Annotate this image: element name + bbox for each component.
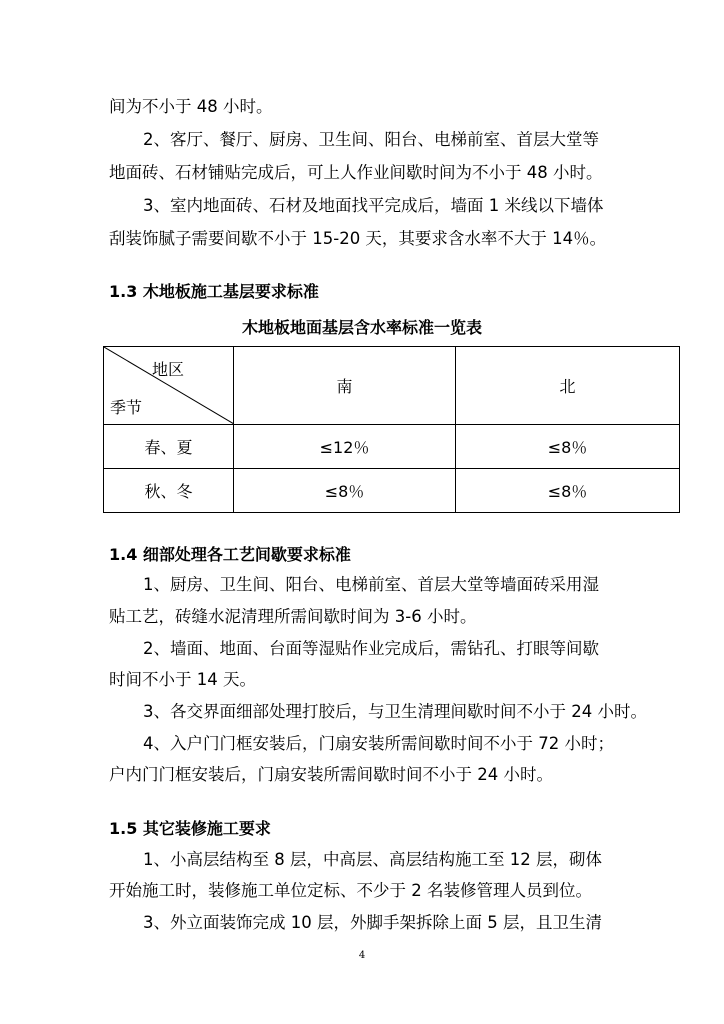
column-header-north: 北 bbox=[456, 347, 680, 425]
season-header: 季节 bbox=[110, 398, 143, 417]
north-value-cell: ≤8％ bbox=[456, 425, 680, 469]
text-line: 贴工艺，砖缝水泥清理所需间歇时间为 3-6 小时。 bbox=[109, 607, 477, 626]
text-line: 2、墙面、地面、台面等湿贴作业完成后，需钻孔、打眼等间歇 bbox=[143, 639, 599, 658]
moisture-standard-table bbox=[103, 346, 680, 513]
text-line: 时间不小于 14 天。 bbox=[109, 670, 256, 689]
table-corner-header bbox=[104, 347, 234, 425]
season-cell: 春、夏 bbox=[104, 425, 234, 469]
text-line: 3、外立面装饰完成 10 层，外脚手架拆除上面 5 层，且卫生清 bbox=[143, 913, 602, 932]
season-cell: 秋、冬 bbox=[104, 469, 234, 513]
section-heading: 1.3 木地板施工基层要求标准 bbox=[109, 282, 319, 301]
text-line: 1、小高层结构至 8 层，中高层、高层结构施工至 12 层，砌体 bbox=[143, 850, 602, 869]
text-line: 户内门门框安装后，门扇安装所需间歇时间不小于 24 小时。 bbox=[109, 765, 553, 784]
south-value-cell: ≤8％ bbox=[234, 469, 456, 513]
text-line: 开始施工时，装修施工单位定标、不少于 2 名装修管理人员到位。 bbox=[109, 881, 592, 900]
text-line: 刮装饰腻子需要间歇不小于 15-20 天，其要求含水率不大于 14％。 bbox=[109, 229, 607, 248]
text-line: 1、厨房、卫生间、阳台、电梯前室、首层大堂等墙面砖采用湿 bbox=[143, 575, 599, 594]
text-line: 4、入户门门框安装后，门扇安装所需间歇时间不小于 72 小时； bbox=[143, 734, 614, 753]
text-line: 3、室内地面砖、石材及地面找平完成后，墙面 1 米线以下墙体 bbox=[143, 196, 604, 215]
table-row bbox=[104, 469, 680, 513]
table-caption: 木地板地面基层含水率标准一览表 bbox=[241, 318, 482, 337]
text-line: 2、客厅、餐厅、厨房、卫生间、阳台、电梯前室、首层大堂等 bbox=[143, 130, 599, 149]
section-heading: 1.5 其它装修施工要求 bbox=[109, 819, 271, 838]
text-line: 3、各交界面细部处理打胶后，与卫生清理间歇时间不小于 24 小时。 bbox=[143, 702, 647, 721]
region-header: 地区 bbox=[152, 360, 185, 379]
column-header-south: 南 bbox=[234, 347, 456, 425]
text-line: 间为不小于 48 小时。 bbox=[109, 97, 273, 116]
page-number: 4 bbox=[358, 950, 366, 961]
table-row bbox=[104, 425, 680, 469]
section-heading: 1.4 细部处理各工艺间歇要求标准 bbox=[109, 545, 351, 564]
north-value-cell: ≤8％ bbox=[456, 469, 680, 513]
south-value-cell: ≤12％ bbox=[234, 425, 456, 469]
text-line: 地面砖、石材铺贴完成后，可上人作业间歇时间为不小于 48 小时。 bbox=[109, 163, 603, 182]
